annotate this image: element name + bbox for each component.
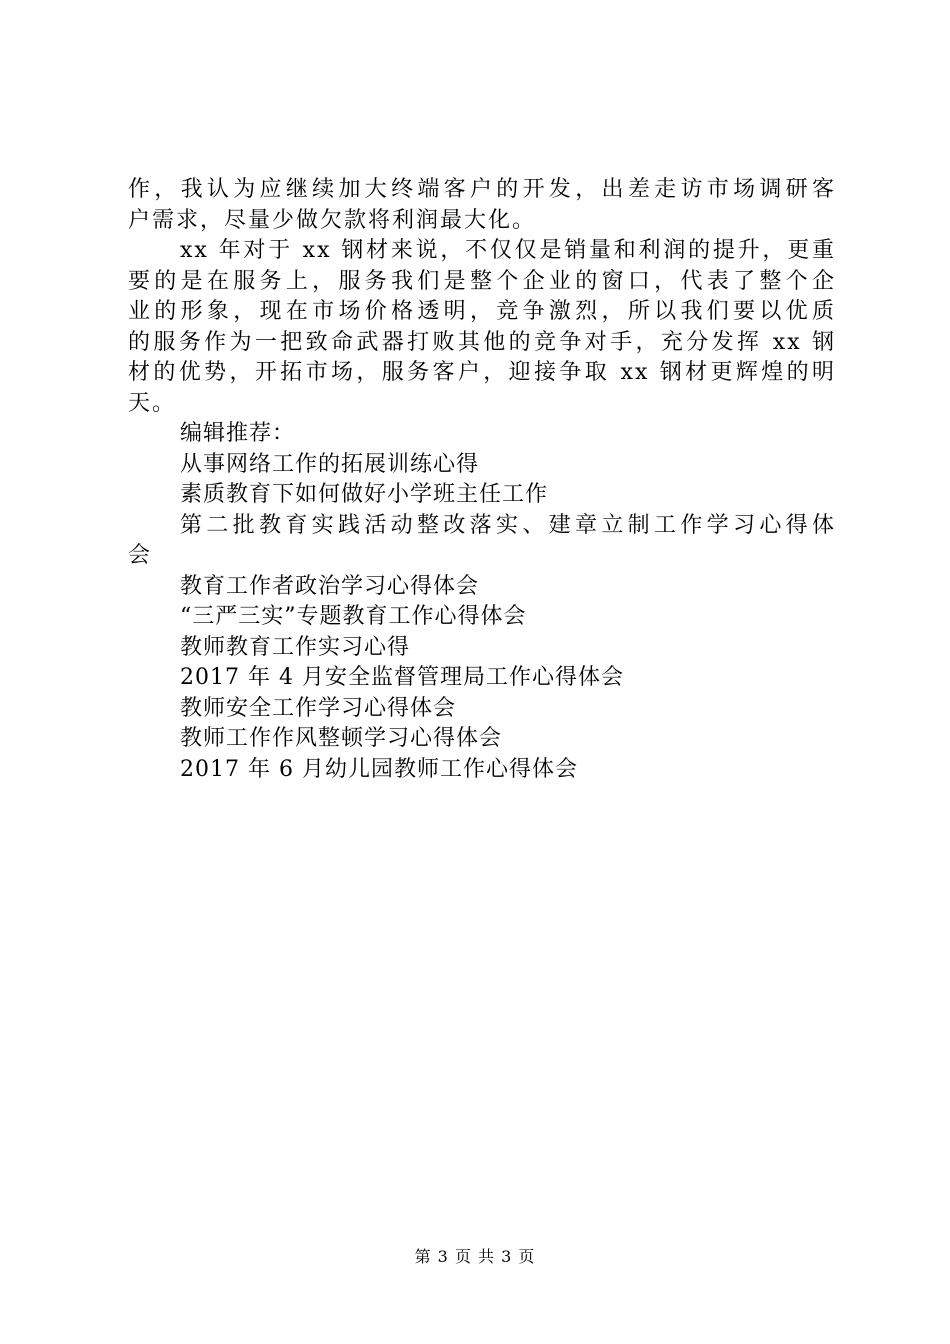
recommend-item[interactable]: 2017 年 6 月幼儿园教师工作心得体会 [180, 756, 578, 782]
recommend-item[interactable]: 从事网络工作的拓展训练心得 [180, 451, 480, 477]
recommend-item[interactable]: 第二批教育实践活动整改落实、建章立制工作学习心得体 [180, 512, 836, 538]
recommend-item[interactable]: “三严三实”专题教育工作心得体会 [180, 604, 527, 629]
paragraph-line: 户需求，尽量少做欠款将利润最大化。 [128, 207, 537, 233]
recommend-item[interactable]: 教师安全工作学习心得体会 [180, 695, 457, 721]
paragraph-2 [128, 236, 836, 419]
paragraph-line: xx 年对于 xx 钢材来说，不仅仅是销量和利润的提升，更重 [180, 238, 836, 263]
paragraph-line: 的服务作为一把致命武器打败其他的竞争对手，充分发挥 xx 钢 [128, 329, 836, 355]
recommend-item[interactable]: 素质教育下如何做好小学班主任工作 [180, 482, 549, 507]
page-footer: 第 3 页 共 3 页 [414, 1247, 536, 1266]
document-body [128, 175, 836, 785]
paragraph-line: 要的是在服务上，服务我们是整个企业的窗口，代表了整个企 [128, 268, 836, 294]
paragraph-line: 天。 [128, 390, 177, 416]
recommend-item[interactable]: 教育工作者政治学习心得体会 [180, 573, 480, 599]
recommend-item[interactable]: 教师工作作风整顿学习心得体会 [180, 726, 503, 751]
paragraph-line: 业的形象，现在市场价格透明，竞争激烈，所以我们要以优质 [128, 299, 836, 324]
paragraph-1 [128, 175, 836, 236]
recommend-heading: 编辑推荐： [180, 421, 296, 446]
recommend-item[interactable]: 教师教育工作实习心得 [180, 634, 411, 660]
recommend-section [128, 419, 836, 785]
recommend-item-continued[interactable]: 会 [128, 543, 152, 568]
recommend-item[interactable]: 2017 年 4 月安全监督管理局工作心得体会 [180, 665, 624, 690]
paragraph-line: 作，我认为应继续加大终端客户的开发，出差走访市场调研客 [128, 177, 836, 202]
paragraph-line: 材的优势，开拓市场，服务客户，迎接争取 xx 钢材更辉煌的明 [128, 360, 836, 385]
